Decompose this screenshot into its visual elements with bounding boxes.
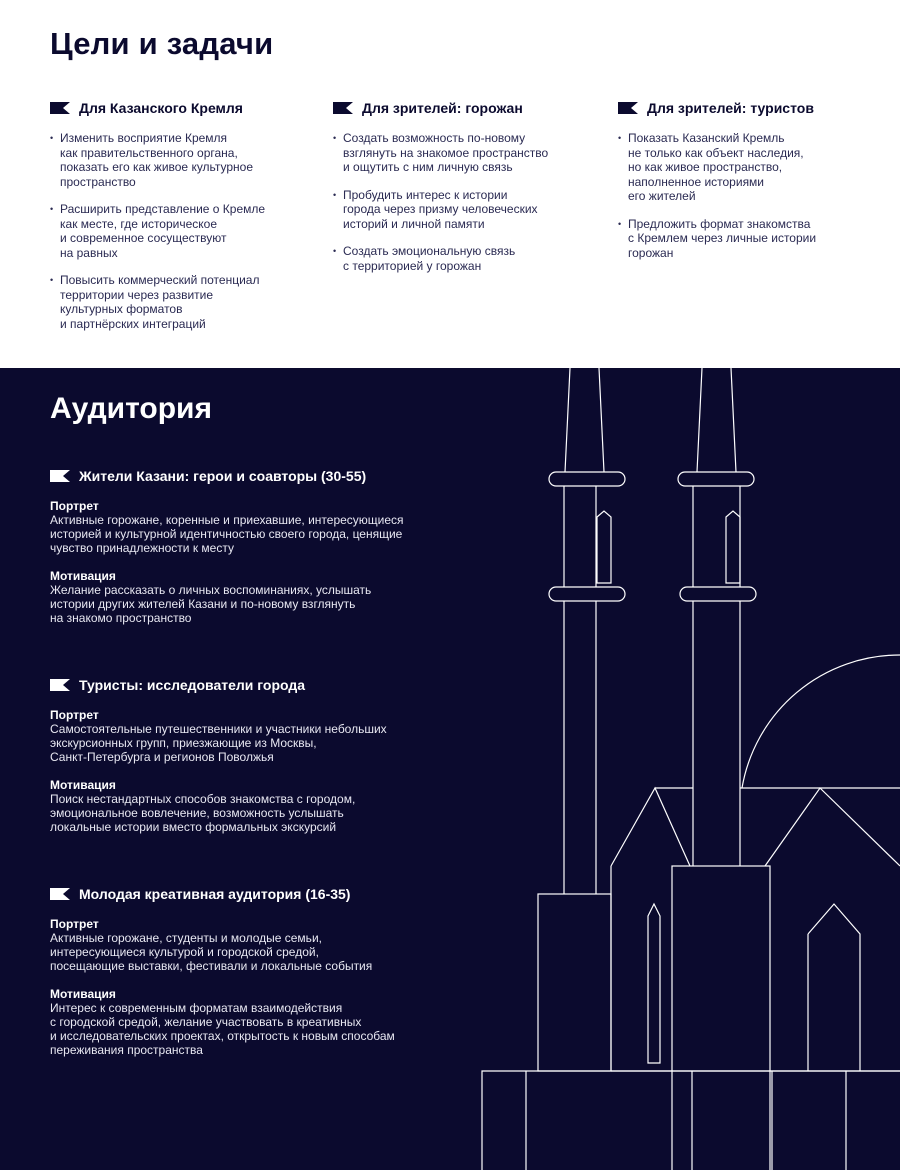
list-item: • Пробудить интерес к истории города через призму человеческих историй и личной памяти — [333, 188, 583, 232]
goals-column-tourists — [618, 100, 868, 273]
audience-group-heading-text: Молодая креативная аудитория (16-35) — [79, 886, 351, 902]
motivation-text: Интерес к современным форматам взаимодействия с городской средой, желание участвовать в креативных и исследовательских проектах, открытость к новым способам переживания пространства — [50, 1001, 395, 1057]
audience-group-heading — [50, 468, 470, 484]
flag-icon — [618, 102, 638, 114]
audience-group-heading-text: Жители Казани: герои и соавторы (30-55) — [79, 468, 367, 484]
flag-icon — [50, 470, 70, 482]
goals-column-heading — [618, 100, 868, 116]
audience-group-residents — [50, 468, 470, 639]
goals-list — [618, 131, 868, 260]
list-item: • Расширить представление о Кремле как месте, где историческое и современное сосуществуют на равных — [50, 202, 300, 260]
motivation-text: Желание рассказать о личных воспоминаниях, услышать истории других жителей Казани и по-новому взглянуть на знакомо пространство — [50, 583, 372, 625]
list-item: • Показать Казанский Кремль не только как объект наследия, но как живое пространство, наполненное историями его жителей — [618, 131, 868, 204]
audience-group-tourists — [50, 677, 470, 848]
list-item: • Создать эмоциональную связь с территорией у горожан — [333, 244, 583, 273]
motivation-text: Поиск нестандартных способов знакомства с городом, эмоциональное вовлечение, возможность услышать локальные истории вместо формальных экскурсий — [50, 792, 356, 834]
portrait-text: Активные горожане, коренные и приехавшие, интересующиеся историей и культурной идентичностью своего города, ценящие чувство принадлежности к месту — [50, 513, 404, 555]
audience-group-heading — [50, 886, 470, 902]
list-item: • Изменить восприятие Кремля как правительственного органа, показать его как живое культурное пространство — [50, 131, 300, 189]
audience-group-heading — [50, 677, 470, 693]
motivation-label: Мотивация — [50, 987, 116, 1001]
goals-column-heading-text: Для зрителей: горожан — [362, 100, 523, 116]
goals-section — [0, 0, 900, 368]
portrait-label: Портрет — [50, 499, 99, 513]
goals-list — [50, 131, 300, 331]
goals-column-kremlin — [50, 100, 300, 344]
goals-list — [333, 131, 583, 273]
goals-column-citizens — [333, 100, 583, 286]
motivation-label: Мотивация — [50, 778, 116, 792]
portrait-label: Портрет — [50, 708, 99, 722]
audience-group-young-creative — [50, 886, 470, 1071]
list-item: • Создать возможность по-новому взглянуть на знакомое пространство и ощутить с ним личную связь — [333, 131, 583, 175]
goals-title: Цели и задачи — [50, 26, 274, 61]
flag-icon — [50, 888, 70, 900]
goals-column-heading-text: Для зрителей: туристов — [647, 100, 814, 116]
portrait-text: Самостоятельные путешественники и участники небольших экскурсионных групп, приезжающие из Москвы, Санкт-Петербурга и регионов Поволжья — [50, 722, 387, 764]
motivation-label: Мотивация — [50, 569, 116, 583]
goals-column-heading — [50, 100, 300, 116]
flag-icon — [50, 679, 70, 691]
goals-column-heading — [333, 100, 583, 116]
audience-group-heading-text: Туристы: исследователи города — [79, 677, 306, 693]
list-item: • Предложить формат знакомства с Кремлем через личные истории горожан — [618, 217, 868, 261]
audience-title: Аудитория — [50, 392, 212, 425]
goals-column-heading-text: Для Казанского Кремля — [79, 100, 243, 116]
portrait-label: Портрет — [50, 917, 99, 931]
flag-icon — [50, 102, 70, 114]
flag-icon — [333, 102, 353, 114]
audience-section — [0, 368, 900, 1170]
portrait-text: Активные горожане, студенты и молодые семьи, интересующиеся культурой и городской средой, посещающие выставки, фестивали и локальные события — [50, 931, 373, 973]
list-item: • Повысить коммерческий потенциал территории через развитие культурных форматов и партнёрских интеграций — [50, 273, 300, 331]
